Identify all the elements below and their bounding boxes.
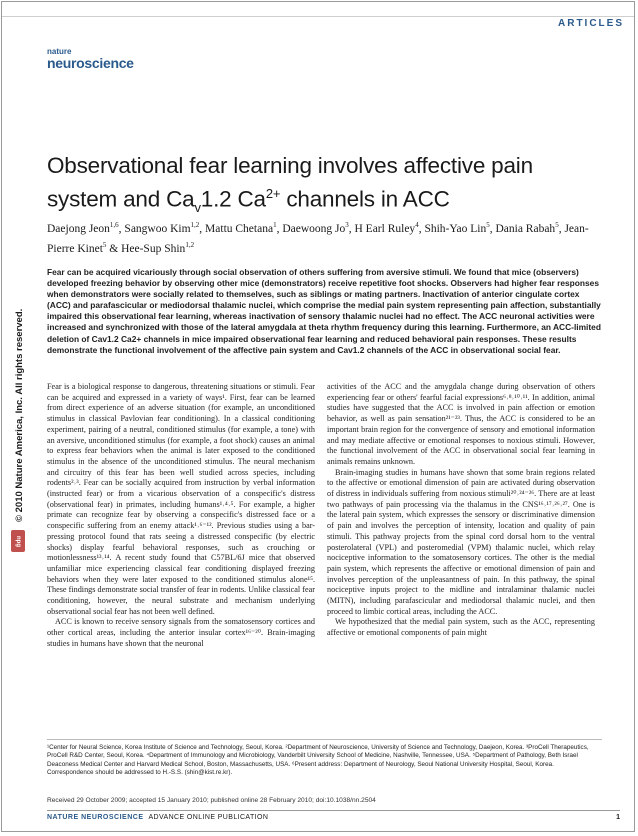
author-affiliation: 5	[102, 240, 107, 249]
affiliations-footnote: ¹Center for Neural Science, Korea Institute of Science and Technology, Seoul, Korea. ²Department of Neuroscience, University of Science and Technology, Daejeon, Korea. ³ProCell Therapeutics, ProCell R&D Center, Seoul, Korea. ⁴Department of Immunology and Microbiology, Vanderbilt University School of Medicine, Nashville, Tennessee, USA. ⁵Department of Pathology, Beth Israel Deaconess Medical Center and Harvard Medical School, Boston, Massachusetts, USA. ⁶Present address: Department of Neurology, Seoul National University Hospital, Seoul, Korea. Correspondence should be addressed to H.-S.S. (shin@kist.re.kr).	[47, 739, 602, 777]
body-column-right	[327, 382, 595, 639]
author-name: Mattu Chetana	[205, 222, 274, 235]
author-name: Shih-Yao Lin	[424, 222, 487, 235]
author-name: H Earl Ruley	[354, 222, 416, 235]
header-bar	[2, 2, 634, 17]
author-name: Daewoong Jo	[282, 222, 346, 235]
author-affiliation: 5	[555, 221, 559, 229]
author-name: Jean-Pierre Kinet	[47, 222, 589, 255]
npg-logo: npg	[11, 530, 25, 552]
author-name: Daejong Jeon	[47, 222, 110, 235]
author-name: Sangwoo Kim	[124, 222, 191, 235]
author-list: Daejong Jeon$^{1,6}$, Sangwoo Kim$^{1,2}$, Mattu Chetana$^1$, Daewoong Jo$^3$, H Earl Ruley$^4$, Shih-Yao Lin$^5$, Dania Rabah$^5$, Jean-Pierre Kinet$^5$ & Hee-Sup Shin$^{1,2}$	[47, 221, 589, 255]
body-paragraph: Fear is a biological response to dangerous, threatening situations or stimuli. Fear can be acquired and expressed in a variety of ways¹. First, fear can be learned from direct experience of an adverse situation (for example, an unconditioned stimulus in classical Pavlovian fear conditioning). In a classical conditioning experiment, pairing of a neutral, conditioned stimulus (for example, a tone) with an aversive, unconditioned stimulus (for example, a foot shock) causes an animal to express fear behaviors when the animal is later exposed to the conditioned stimulus in the absence of the unconditioned stimulus. The neural mechanism and circuitry of this fear has been well studied across species, including rodents²˒³. Fear can be socially acquired from instruction by verbal information (instructed fear) or from a vicarious observation of a conspecific's distress (observational fear) in primates, including humans¹˒⁴˒⁵. For example, a higher primate can recognize fear by observing a conspecific's distressed face or a conspecific suffering from an enemy attack¹˒⁶⁻¹². Previous studies using a bar-pressing protocol found that rats seeing a distressed conspecific (by electric shocks) display fearful behavioral responses, such as crouching or motionlessness¹³˒¹⁴. A recent study found that C57BL/6J mice that observed unfamiliar mice experiencing classical fear conditioning displayed freezing behaviors when they were later exposed to the conditioned stimulus alone¹⁵. These findings demonstrate social transfer of fear in rodents. Unlike classical fear conditioning, however, the neural substrate and mechanism underlying observational social fear has not been well defined.	[47, 382, 315, 616]
body-paragraph: ACC is known to receive sensory signals from the somatosensory cortices and other cortical areas, including the anterior insular cortex¹⁶⁻²⁰. Brain-imaging studies in humans have shown that the neuronal	[47, 617, 315, 648]
copyright-notice: © 2010 Nature America, Inc. All rights reserved.	[14, 308, 25, 522]
journal-logo	[47, 48, 134, 70]
article-page	[1, 1, 635, 832]
page-number: 1	[616, 814, 620, 821]
title-line1: Observational fear learning involves affective pain	[47, 153, 533, 178]
title-sup: 2+	[265, 186, 281, 201]
received-dates: Received 29 October 2009; accepted 15 January 2010; published online 28 February 2010; doi:10.1038/nn.2504	[47, 797, 376, 804]
body-paragraph: Brain-imaging studies in humans have shown that some brain regions related to the affective or emotional dimension of pain are activated during observation of distress in individuals suffering from noxious stimuli²⁰˒²⁴⁻²⁶. There are at least two pathways of pain processing via the thalamus in the CNS¹⁶˒¹⁷˒²⁶˒²⁷. One is the lateral pain system, which expresses the sensory or discriminative dimension of pain and involves the perception of intensity, location and quality of pain stimuli. This pathway projects from the spinal cord dorsal horn to the ventral posterolateral (VPL) and posteromedial (VPM) thalamic nuclei, which relay nociceptive information to the somatosensory cortices. The other is the medial pain system, which represents the affective or emotional dimension of pain and involves perception of the unpleasantness of pain. In this pathway, the spinal nociceptive inputs project to the midline and intralaminar thalamic nuclei (MITN), including parafascicular and mediodorsal thalamic nuclei, and then proceed to limbic cortical areas, including the ACC.	[327, 467, 595, 616]
title-line2b: 1.2 Ca	[200, 186, 266, 212]
author-affiliation: 1	[273, 221, 277, 229]
author-affiliation: 1,2	[185, 240, 195, 249]
body-paragraph: activities of the ACC and the amygdala change during observation of others experiencing fear or others' fearful facial expressions⁶˒⁸˒¹⁰˒¹¹. In addition, animal studies have suggested that the ACC is involved in pain affection or emotion behavior, as well as pain sensation²¹⁻²³. Thus, the ACC is considered to be an important brain region for the convergence of sensory and emotional information and may mediate affective or emotional responses to noxious stimuli. However, the functional involvement of the ACC in observational social fear learning in animals remains unknown.	[327, 382, 595, 466]
logo-top: nature	[47, 47, 72, 56]
author-affiliation: 1,6	[109, 221, 119, 229]
author-affiliation: 5	[486, 221, 490, 229]
footer-journal: NATURE NEUROSCIENCE	[47, 814, 144, 821]
author-name: Dania Rabah	[495, 222, 556, 235]
title-line2c: channels in ACC	[280, 186, 450, 212]
author-affiliation: 4	[415, 221, 419, 229]
section-label: ARTICLES	[558, 18, 624, 29]
page-footer	[47, 810, 620, 821]
title-sub: v	[194, 200, 201, 215]
author-affiliation: 1,2	[190, 221, 200, 229]
body-paragraph: We hypothesized that the medial pain system, such as the ACC, representing affective or emotional components of pain might	[327, 617, 595, 638]
footer-publication: ADVANCE ONLINE PUBLICATION	[148, 814, 269, 821]
title-line2a: system and Ca	[47, 186, 195, 212]
article-title	[47, 152, 567, 222]
author-affiliation: 3	[345, 221, 349, 229]
abstract: Fear can be acquired vicariously through social observation of others suffering from aversive stimuli. We found that mice (observers) developed freezing behavior by observing other mice (demonstrators) receive repetitive foot shocks. Observers had higher fear responses when demonstrators were socially related to themselves, such as siblings or mating partners. Inactivation of anterior cingulate cortex (ACC) and parafascicular or mediodorsal thalamic nuclei, which comprise the medial pain system representing pain affection, substantially impaired this observational fear learning, whereas inactivation of sensory thalamic nuclei had no effect. The ACC neuronal activities were increased and synchronized with those of the lateral amygdala at theta rhythm frequency during this learning. Furthermore, an ACC-limited deletion of Cav1.2 Ca2+ channels in mice impaired observational fear learning and reduced behavioral pain responses. These results demonstrate the functional involvement of the affective pain system and Cav1.2 channels of the ACC in observational social fear.	[47, 267, 601, 355]
logo-bottom: neuroscience	[47, 55, 134, 71]
author-name: Hee-Sup Shin	[121, 242, 186, 255]
body-column-left	[47, 382, 315, 650]
